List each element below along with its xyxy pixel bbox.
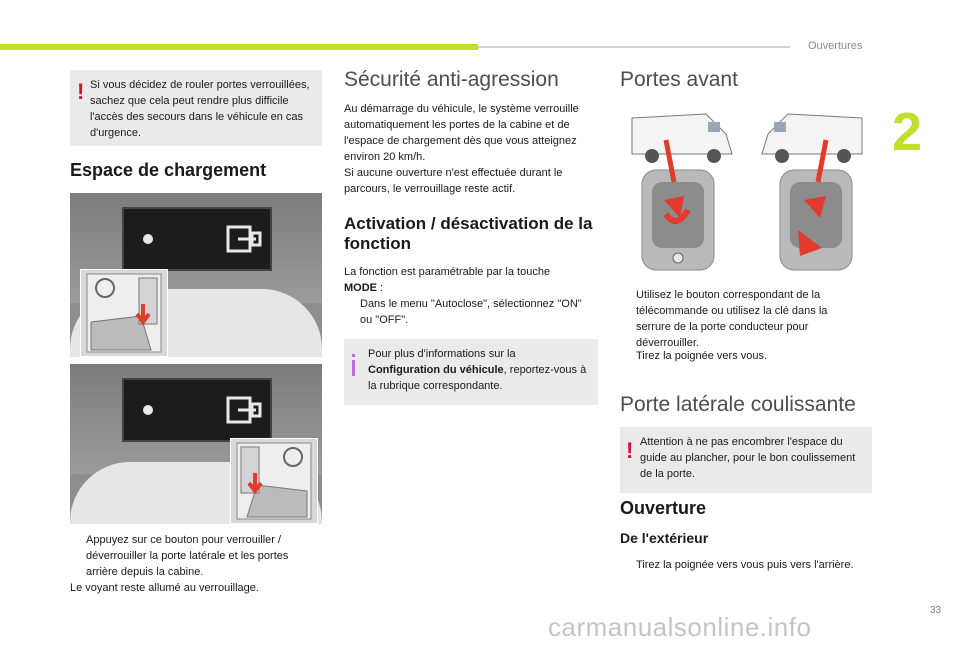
door-lock-icon [228,398,260,422]
watermark: carmanualsonline.info [548,612,812,642]
page-number: 33 [930,605,942,616]
chapter-number: 2 [892,102,923,162]
info-icon [352,360,355,376]
cargo-bullet: Appuyez sur ce bouton pour verrouiller / déverrouiller la porte latérale et les portes arrière depuis la cabine. [86,534,289,578]
outside-bullet: Tirez la poignée vers vous puis vers l'arrière. [636,559,854,571]
door-location-inset-1 [80,269,168,357]
door-lock-icon [228,227,260,251]
front-door-illustration-right [756,108,868,274]
front-doors-bullet-2: Tirez la poignée vers vous. [636,350,768,362]
front-doors-bullet-1: Utilisez le bouton correspondant de la télécommande ou utilisez la clé dans la serrure de la porte conducteur pour déverrouiller. [636,289,828,349]
info-text: Pour plus d'informations sur la Configuration du véhicule, reportez-vous à la rubrique correspondante. [368,348,587,392]
sliding-door-title: Porte latérale coulissante [620,393,856,416]
door-location-inset-2 [230,438,318,524]
header-rule [478,46,790,48]
activation-text: La fonction est paramétrable par la touche MODE : [344,266,551,294]
anti-aggression-title: Sécurité anti-agression [344,68,559,91]
indicator-note: Le voyant reste allumé au verrouillage. [70,582,259,594]
lock-button-switch [122,207,272,271]
front-doors-title: Portes avant [620,68,738,91]
front-door-illustration-left [626,108,738,274]
lock-switch-photo-1 [70,193,322,357]
lock-switch-photo-2 [70,364,322,524]
anti-aggression-para-2: Si aucune ouverture n'est effectuée durant le parcours, le verrouillage reste actif. [344,167,563,195]
lock-button-switch-2 [122,378,272,442]
warning-icon: ! [626,438,634,463]
sliding-warning-text: Attention à ne pas encombrer l'espace du guide au plancher, pour le bon coulissement de la porte. [640,436,856,480]
opening-title: Ouverture [620,498,707,518]
warning-text: Si vous décidez de rouler portes verrouillées, sachez que cela peut rendre plus difficile l'accès des secours dans le véhicule en cas d'urgence. [90,79,310,139]
cargo-title: Espace de chargement [70,160,267,180]
section-title: Ouvertures [808,40,863,52]
indicator-dot-icon [143,405,153,415]
autoclose-bullet: Dans le menu "Autoclose", sélectionnez "ON" ou "OFF". [360,298,582,326]
indicator-dot-icon [143,234,153,244]
outside-title: De l'extérieur [620,530,709,546]
anti-aggression-para-1: Au démarrage du véhicule, le système verrouille automatiquement les portes de la cabine et de l'espace de chargement dès que vous atteignez environ 20 km/h. [344,103,579,163]
header-accent-bar [0,44,478,50]
activation-title: Activation / désactivation de la fonction [344,214,593,253]
warning-icon: ! [77,79,85,104]
